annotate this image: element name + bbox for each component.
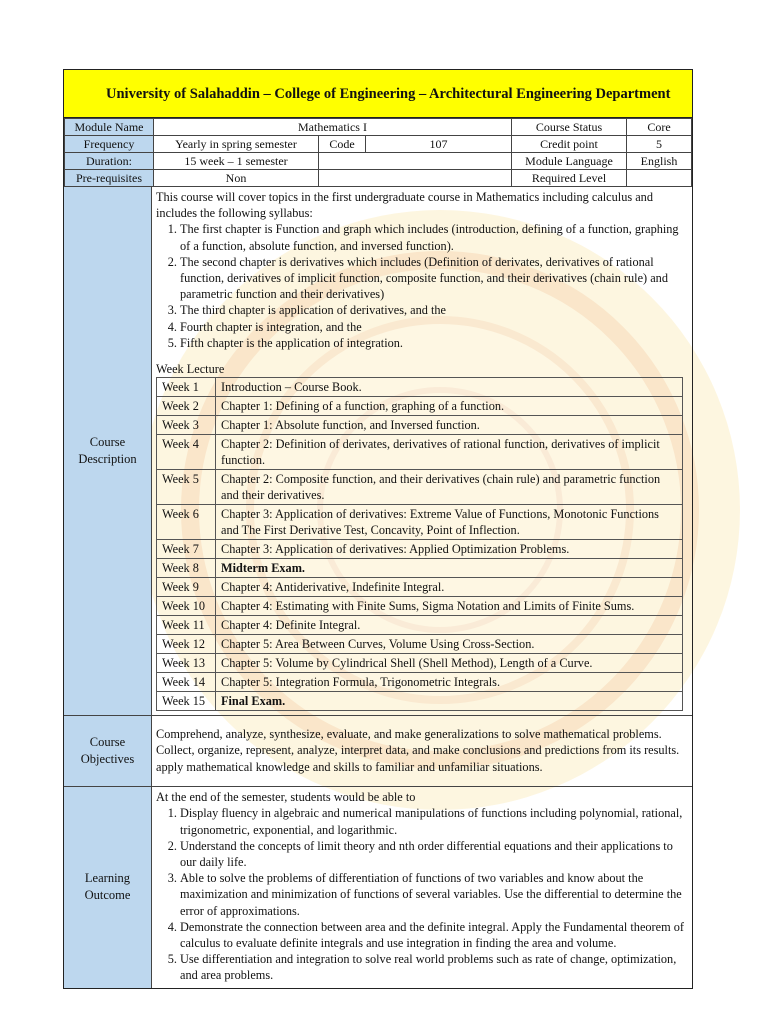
week-topic: Chapter 2: Composite function, and their derivatives (chain rule) and parametric function and their derivatives. [216,470,683,505]
course-status-label: Course Status [512,119,627,136]
module-name-value: Mathematics I [154,119,512,136]
outcome-item: 2. Understand the concepts of limit theory and nth order differential equations and their applications to our daily life. [180,838,688,870]
week-row [157,673,683,692]
learning-outcome-body [152,787,692,987]
week-label: Week 8 [157,559,216,578]
outcome-item: 5. Use differentiation and integration to solve real world problems such as rate of change, optimization, and area problems. [180,951,688,983]
weeks-header: Week Lecture [156,362,225,377]
module-info-table [64,118,692,187]
objectives-text: Comprehend, analyze, synthesize, evaluate, and make generalizations to solve mathematical problems. Collect, organize, represent, analyze, interpret data, and make conclusions and predictions from its results. apply mathematical knowledge and skills to familiar and unfamiliar situations. [156,727,680,774]
outcome-item: 1. Display fluency in algebraic and numerical manipulations of functions including polynomial, rational, trigonometric, exponential, and logarithmic. [180,805,688,837]
frequency-label: Frequency [65,136,154,153]
week-topic: Chapter 1: Absolute function, and Inversed function. [216,416,683,435]
frequency-value: Yearly in spring semester [154,136,319,153]
syllabus-item: 4. Fourth chapter is integration, and the [180,319,688,335]
syllabus-list [156,221,688,351]
module-language-label: Module Language [512,153,627,170]
required-level-value [627,170,692,187]
week-topic: Chapter 3: Application of derivatives: Applied Optimization Problems. [216,540,683,559]
module-name-label: Module Name [65,119,154,136]
week-label: Week 11 [157,616,216,635]
outcome-intro: At the end of the semester, students would be able to [156,790,416,805]
credit-point-value: 5 [627,136,692,153]
week-row [157,397,683,416]
learning-outcome-section [64,786,692,987]
week-label: Week 3 [157,416,216,435]
header-banner [64,70,692,118]
week-label: Week 5 [157,470,216,505]
week-label: Week 2 [157,397,216,416]
course-status-value: Core [627,119,692,136]
module-language-value: English [627,153,692,170]
duration-value: 15 week – 1 semester [154,153,319,170]
week-row [157,540,683,559]
syllabus-item: 1. The first chapter is Function and graph which includes (introduction, defining of a function, graphing of a function, absolute function, and inversed function). [180,221,688,253]
week-row [157,505,683,540]
credit-point-label: Credit point [512,136,627,153]
week-label: Week 7 [157,540,216,559]
weekly-schedule-table [156,377,683,711]
week-row [157,578,683,597]
week-row [157,559,683,578]
course-description-section [64,187,692,715]
course-description-body [152,187,692,715]
week-row [157,654,683,673]
prerequisites-value: Non [154,170,319,187]
week-row [157,692,683,711]
code-value: 107 [366,136,512,153]
course-objectives-body [152,716,692,786]
learning-outcome-label: Learning Outcome [64,787,152,987]
description-intro: This course will cover topics in the first undergraduate course in Mathematics including calculus and includes the following syllabus: [156,190,653,221]
code-label: Code [319,136,366,153]
week-row [157,416,683,435]
required-level-label: Required Level [512,170,627,187]
week-label: Week 15 [157,692,216,711]
week-topic: Chapter 3: Application of derivatives: Extreme Value of Functions, Monotonic Functions and The First Derivative Test, Concavity, Point of Inflection. [216,505,683,540]
week-label: Week 13 [157,654,216,673]
page-title: University of Salahaddin – College of Engineering – Architectural Engineering Department [106,86,671,102]
outcome-item: 4. Demonstrate the connection between area and the definite integral. Apply the Fundamental theorem of calculus to evaluate definite integrals and use integration in finding the area and volume. [180,919,688,951]
weeks-block [156,361,688,711]
course-objectives-section [64,715,692,786]
week-label: Week 12 [157,635,216,654]
week-topic: Chapter 4: Estimating with Finite Sums, Sigma Notation and Limits of Finite Sums. [216,597,683,616]
week-row [157,597,683,616]
week-row [157,635,683,654]
week-topic: Midterm Exam. [216,559,683,578]
week-topic: Chapter 1: Defining of a function, graphing of a function. [216,397,683,416]
week-label: Week 9 [157,578,216,597]
week-topic: Chapter 5: Area Between Curves, Volume Using Cross-Section. [216,635,683,654]
week-label: Week 14 [157,673,216,692]
week-row [157,616,683,635]
week-label: Week 1 [157,378,216,397]
course-description-label: Course Description [64,187,152,715]
outcome-item: 3. Able to solve the problems of differentiation of functions of two variables and know about the maximization and minimization of functions of several variables. Use the differential to determine the error of approximations. [180,870,688,919]
syllabus-item: 5. Fifth chapter is the application of integration. [180,335,688,351]
prerequisites-label: Pre-requisites [65,170,154,187]
module-sheet [63,69,693,989]
outcome-list [156,805,688,983]
week-topic: Chapter 4: Antiderivative, Indefinite Integral. [216,578,683,597]
syllabus-item: 2. The second chapter is derivatives which includes (Definition of derivates, derivatives of rational function, derivatives of implicit function, composite function, and their derivatives (chain rule) and parametric function and their derivatives) [180,254,688,303]
duration-label: Duration: [65,153,154,170]
week-topic: Final Exam. [216,692,683,711]
empty-cell [319,170,512,187]
week-label: Week 6 [157,505,216,540]
week-label: Week 4 [157,435,216,470]
week-topic: Chapter 5: Integration Formula, Trigonometric Integrals. [216,673,683,692]
week-topic: Chapter 4: Definite Integral. [216,616,683,635]
week-row [157,470,683,505]
course-objectives-label: Course Objectives [64,716,152,786]
empty-cell [319,153,512,170]
syllabus-item: 3. The third chapter is application of derivatives, and the [180,302,688,318]
week-row [157,378,683,397]
week-row [157,435,683,470]
week-topic: Introduction – Course Book. [216,378,683,397]
week-label: Week 10 [157,597,216,616]
week-topic: Chapter 5: Volume by Cylindrical Shell (Shell Method), Length of a Curve. [216,654,683,673]
week-topic: Chapter 2: Definition of derivates, derivatives of rational function, derivatives of implicit function. [216,435,683,470]
